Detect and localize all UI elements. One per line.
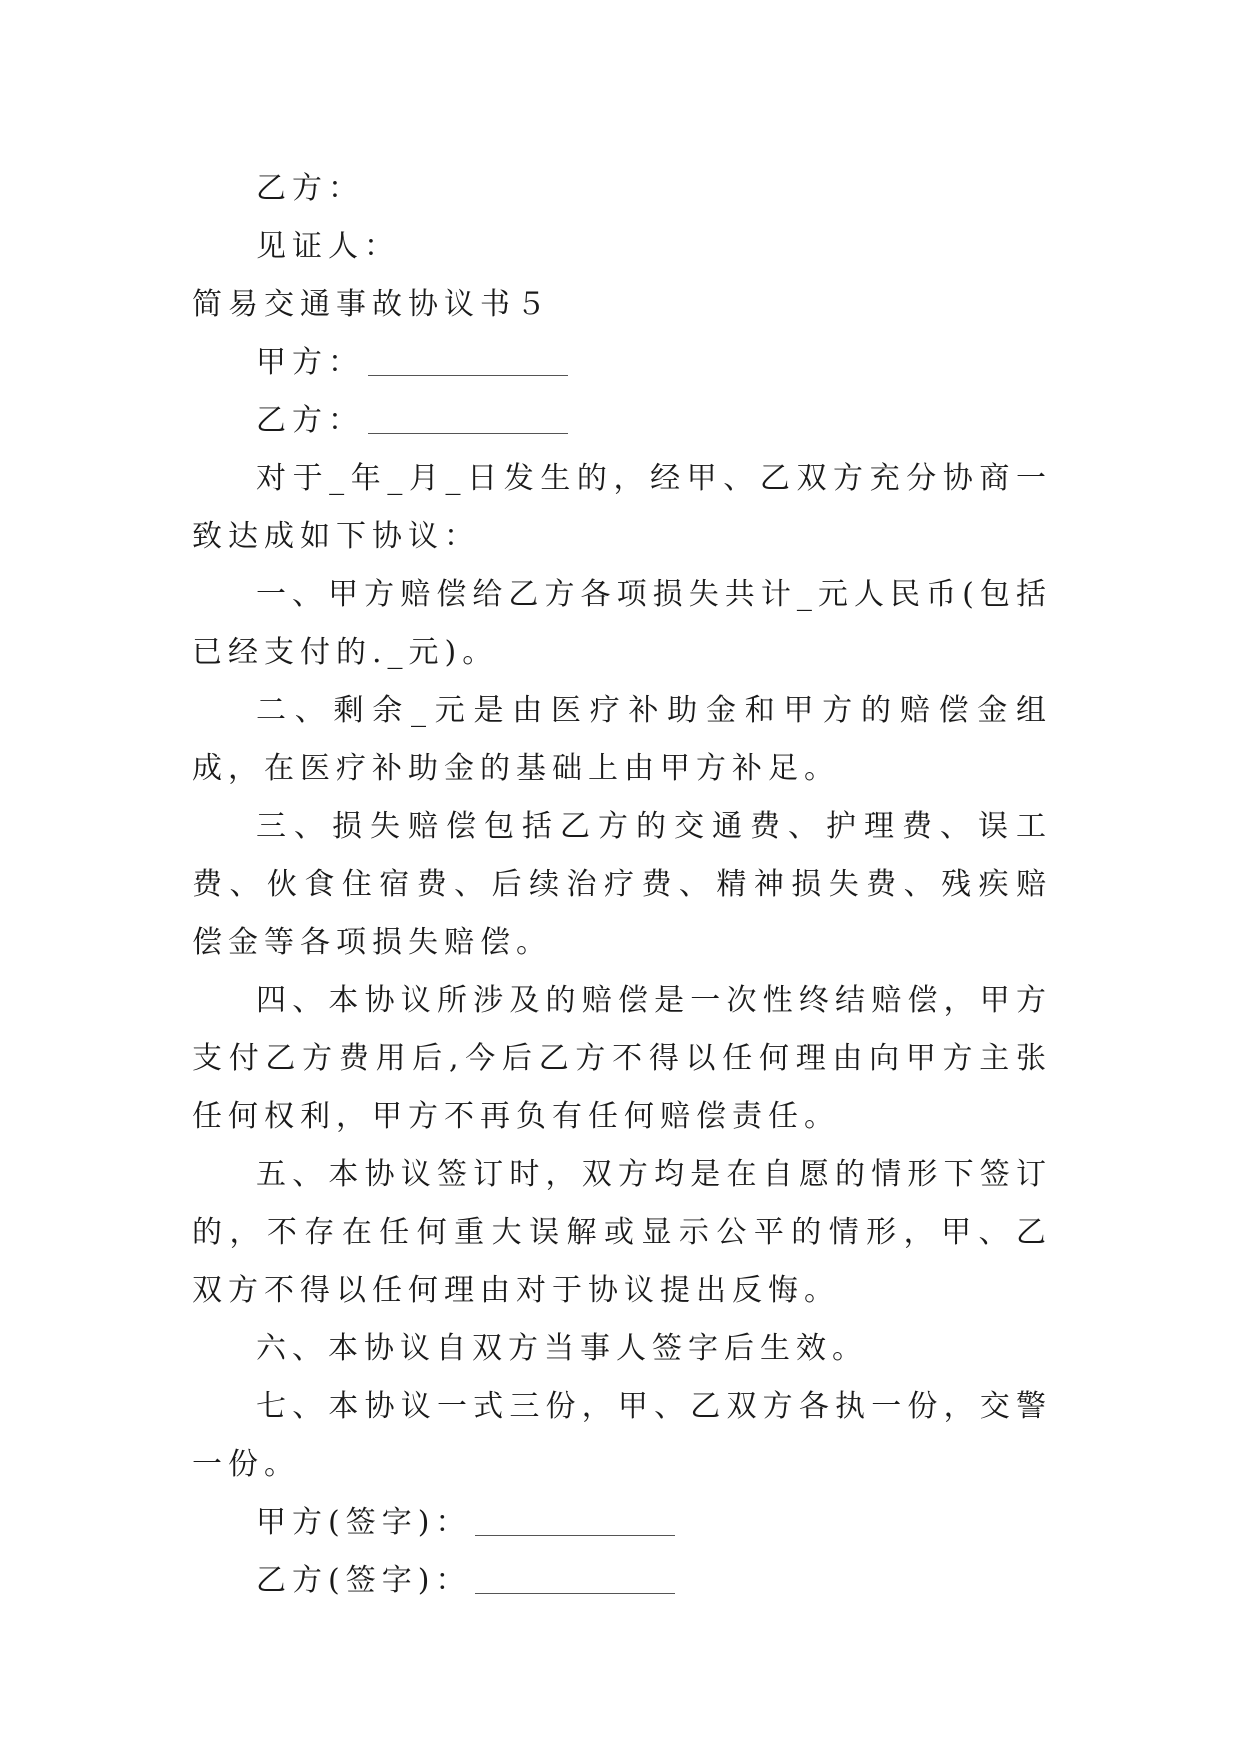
document-title: 简易交通事故协议书５	[192, 287, 552, 322]
party-b-row	[192, 392, 1052, 450]
clause-3: 三、损失赔偿包括乙方的交通费、护理费、误工费、伙食住宿费、后续治疗费、精神损失费、残疾赔偿金等各项损失赔偿。	[192, 809, 1052, 960]
prev-witness-label: 见证人：	[256, 229, 400, 264]
clause-5: 五、本协议签订时，双方均是在自愿的情形下签订的，不存在任何重大误解或显示公平的情形，甲、乙双方不得以任何理由对于协议提出反悔。	[192, 1157, 1052, 1308]
party-b-label: 乙方：	[256, 403, 364, 438]
party-a-label: 甲方：	[256, 345, 364, 380]
sign-a-label: 甲方(签字)：	[256, 1505, 472, 1540]
sign-b-row	[192, 1552, 1052, 1610]
clause-4: 四、本协议所涉及的赔偿是一次性终结赔偿，甲方支付乙方费用后,今后乙方不得以任何理由向甲方主张任何权利，甲方不再负有任何赔偿责任。	[192, 983, 1052, 1134]
sign-a-row	[192, 1494, 1052, 1552]
clause-1: 一、甲方赔偿给乙方各项损失共计_元人民币(包括已经支付的._元)。	[192, 577, 1052, 670]
party-b-blank	[368, 403, 568, 434]
sign-b-label: 乙方(签字)：	[256, 1563, 472, 1598]
sign-b-blank	[475, 1563, 675, 1594]
party-a-row	[192, 334, 1052, 392]
clause-7: 七、本协议一式三份，甲、乙双方各执一份，交警一份。	[192, 1389, 1052, 1482]
intro-paragraph: 对于_年_月_日发生的，经甲、乙双方充分协商一致达成如下协议：	[192, 461, 1052, 554]
prev-party-b-label: 乙方：	[256, 171, 364, 206]
sign-a-blank	[475, 1505, 675, 1536]
clause-2: 二、剩余_元是由医疗补助金和甲方的赔偿金组成，在医疗补助金的基础上由甲方补足。	[192, 693, 1052, 786]
party-a-blank	[368, 345, 568, 376]
clause-6: 六、本协议自双方当事人签字后生效。	[256, 1331, 868, 1366]
document-body	[192, 160, 1052, 1610]
